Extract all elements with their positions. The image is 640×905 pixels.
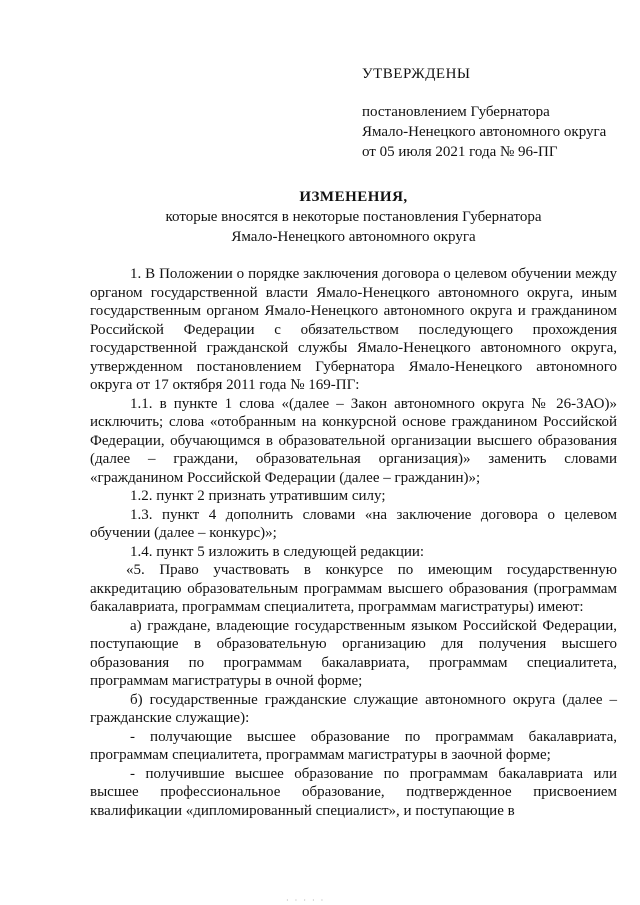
document-subtitle-line-1: которые вносятся в некоторые постановления Губернатора [165,209,542,225]
paragraph-1-2: 1.2. пункт 2 признать утратившим силу; [130,488,386,504]
paragraph-1-4: 1.4. пункт 5 изложить в следующей редакции: [130,543,425,560]
approval-heading: УТВЕРЖДЕНЫ [362,66,471,82]
document-subtitle-line-2: Ямало-Ненецкого автономного округа [231,229,476,245]
approval-line-1: постановлением Губернатора [362,104,550,120]
paragraph-5: «5. Право участвовать в конкурсе по имеющим государственную аккредитацию образовательным программам высшего образования (программам бакалавриата, программам специалитета, программам магистратуры) имеют: [90,562,617,615]
document-title: ИЗМЕНЕНИЯ, [299,189,408,205]
paragraph-1: 1. В Положении о порядке заключения договора о целевом обучении между органом государственной власти Ямало-Ненецкого автономного округа, иным государственным органом Ямало-Ненецкого автономного округа и гражданином Российской Федерации с обязательством последующего прохождения государственной гражданской службы Ямало-Ненецкого автономного округа, утвержденном постановлением Губернатора Ямало-Ненецкого автономного округа от 17 октября 2011 года № 169-ПГ: [90,266,617,393]
approval-line-3: от 05 июля 2021 года № 96-ПГ [362,144,558,160]
approval-block [362,64,632,162]
document-body [90,265,617,820]
paragraph-b-item-1: - получающие высшее образование по программам бакалавриата, программам специалитета, программам магистратуры в заочной форме; [90,728,617,763]
paragraph-b: б) государственные гражданские служащие автономного округа (далее – гражданские служащие): [90,691,617,726]
paragraph-b-item-2: - получившие высшее образование по программам бакалавриата или высшее профессиональное образование, подтвержденное присвоением квалификации «дипломированный специалист», и поступающие в [90,765,617,819]
paragraph-a: а) граждане, владеющие государственным языком Российской Федерации, поступающие в образовательную организацию для получения высшего образования по программам бакалавриата, программам специалитета, программам магистратуры в очной форме; [90,617,617,689]
paragraph-1-1: 1.1. в пункте 1 слова «(далее – Закон автономного округа № 26-ЗАО)» исключить; слова «отобранным на конкурсной основе гражданином Российской Федерации, обучающимся в образовательной организации высшего образования (далее – граждани, образовательная организация)» заменить словами «гражданином Российской Федерации (далее – гражданин)»; [90,395,617,486]
document-title-block [90,187,617,247]
approval-line-2: Ямало-Ненецкого автономного округа [362,124,607,140]
paragraph-1-3: 1.3. пункт 4 дополнить словами «на заключение договора о целевом обучении (далее – конкурс)»; [90,506,617,541]
page-footer-mark: · · · · · [286,896,326,905]
